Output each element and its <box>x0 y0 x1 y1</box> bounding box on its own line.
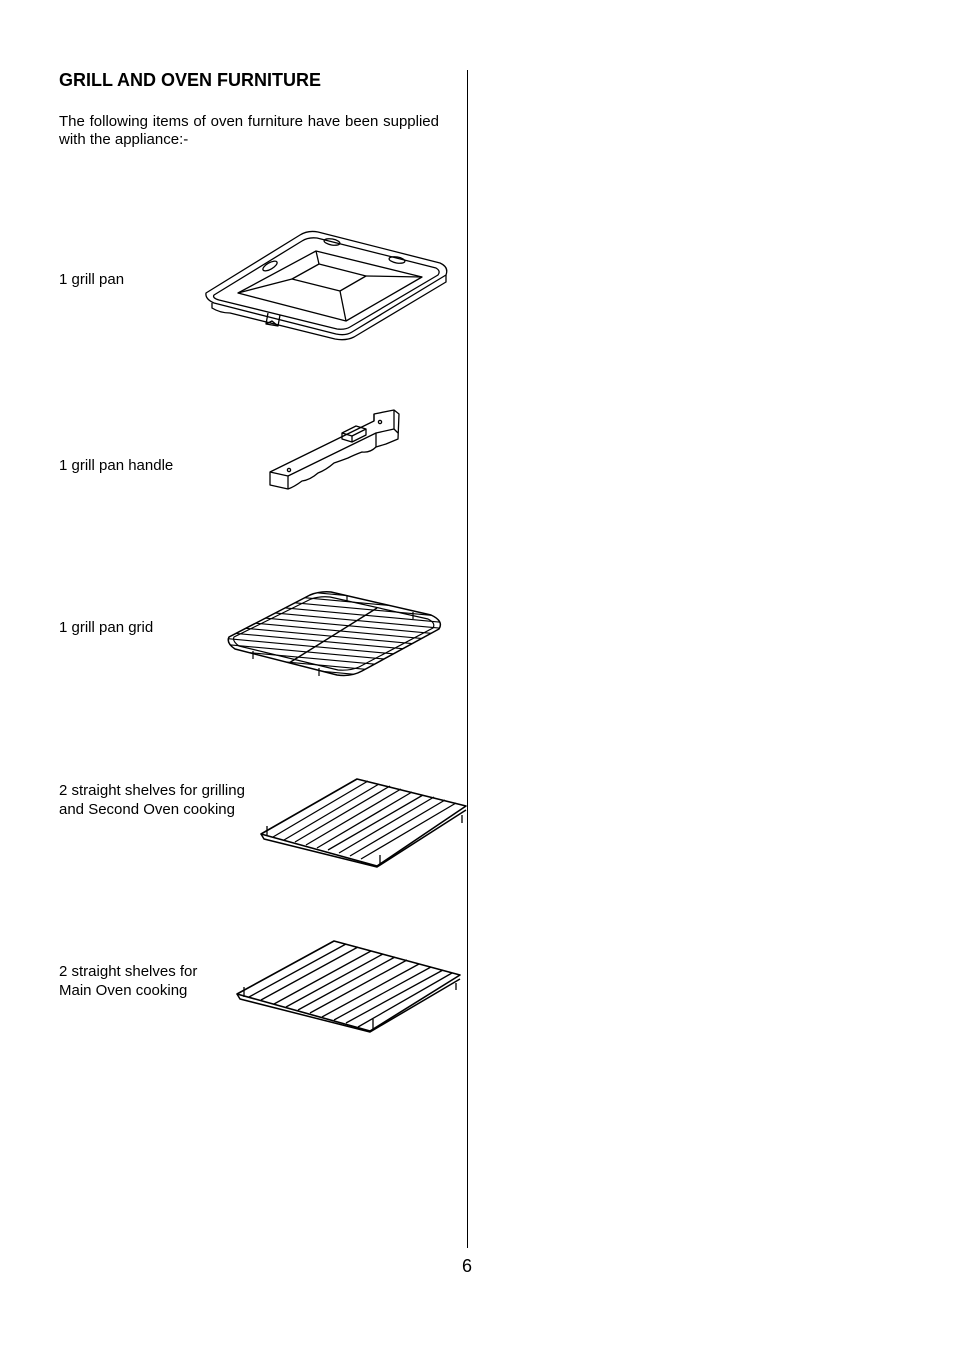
item-label-grill-pan-handle: 1 grill pan handle <box>59 457 174 474</box>
item-label-grill-pan-grid: 1 grill pan grid <box>59 619 154 636</box>
grill-pan-grid-icon <box>225 585 450 685</box>
item-label-grill-pan: 1 grill pan <box>59 271 125 288</box>
item-label-main-shelf: 2 straight shelves for Main Oven cooking <box>59 963 198 999</box>
grill-pan-handle-icon <box>262 405 407 495</box>
page-number: 6 <box>462 1256 473 1276</box>
intro-text: The following items of oven furniture have been supplied with the appliance:- <box>59 113 439 148</box>
column-divider <box>467 70 468 1248</box>
page-title: GRILL AND OVEN FURNITURE <box>59 70 322 90</box>
main-shelf-icon <box>232 935 467 1040</box>
item-label-small-shelf: 2 straight shelves for grilling and Second Oven cooking <box>59 782 245 818</box>
small-shelf-icon <box>255 775 470 875</box>
grill-pan-icon <box>200 225 455 340</box>
